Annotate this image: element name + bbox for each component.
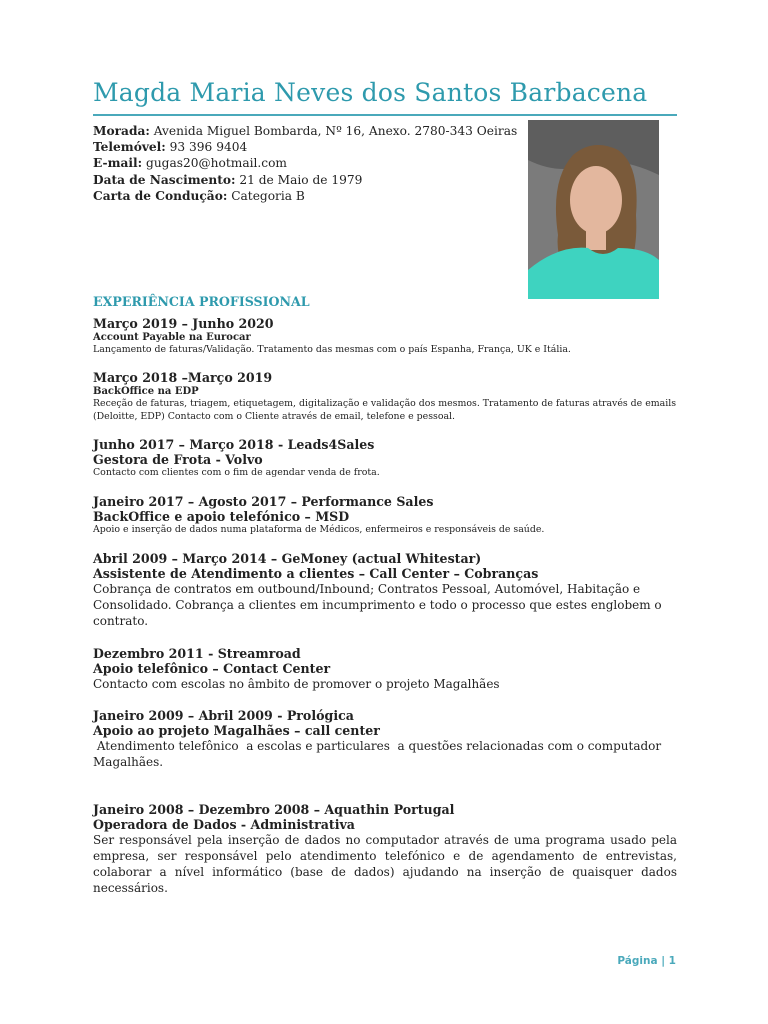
page-number: Página | 1 [617, 955, 676, 967]
experience-description: Atendimento telefônico a escolas e particulares a questões relacionadas com o computador Magalhães. [93, 739, 665, 769]
experience-period: Março 2019 – Junho 2020 [93, 316, 274, 331]
experience-role: Apoio telefônico – Contact Center [93, 661, 331, 676]
experience-description: Ser responsável pela inserção de dados no computador através de uma programa usado pela empresa, ser responsável pelo atendimento telefónico e de agendamento de entrevistas, colaborar a nível informático (base de dados) ajudando na inserção de quaisquer dados necessários. [93, 833, 677, 895]
experience-entry [93, 494, 677, 537]
experience-entry [93, 802, 677, 896]
experience-description: Contacto com clientes com o fim de agendar venda de frota. [93, 467, 380, 478]
experience-period: Janeiro 2008 – Dezembro 2008 – Aquathin Portugal [93, 802, 455, 817]
contact-email: E-mail: gugas20@hotmail.com [93, 156, 287, 171]
experience-entry [93, 437, 677, 480]
experience-description: Lançamento de faturas/Validação. Tratamento das mesmas com o país Espanha, França, UK e Itália. [93, 344, 571, 355]
experience-entry [93, 316, 677, 357]
experience-description: Contacto com escolas no âmbito de promover o projeto Magalhães [93, 677, 500, 691]
experience-entry [93, 370, 677, 423]
experience-role: Apoio ao projeto Magalhães – call center [93, 723, 380, 738]
experience-period: Janeiro 2017 – Agosto 2017 – Performance Sales [93, 494, 434, 509]
experience-description: Receção de faturas, triagem, etiquetagem, digitalização e validação dos mesmos. Tratamento de faturas através de emails (Deloitte, EDP) Contacto com o Cliente através de email, telefone e pessoal. [93, 398, 677, 422]
experience-role: Account Payable na Eurocar [93, 332, 251, 343]
profile-photo-icon [528, 120, 659, 299]
experience-period: Junho 2017 – Março 2018 - Leads4Sales [93, 437, 375, 452]
experience-period: Março 2018 –Março 2019 [93, 370, 273, 385]
experience-role: Gestora de Frota - Volvo [93, 452, 263, 467]
contact-phone: Telemóvel: 93 396 9404 [93, 140, 248, 155]
contact-address: Morada: Avenida Miguel Bombarda, Nº 16, Anexo. 2780-343 Oeiras [93, 124, 518, 138]
profile-photo [528, 120, 659, 299]
experience-role: BackOffice e apoio telefónico – MSD [93, 509, 350, 524]
experience-entry [93, 708, 677, 770]
section-title-experience: EXPERIÊNCIA PROFISSIONAL [93, 294, 310, 309]
experience-role: Operadora de Dados - Administrativa [93, 817, 355, 832]
experience-role: Assistente de Atendimento a clientes – Call Center – Cobranças [93, 566, 539, 581]
experience-entry [93, 646, 677, 692]
candidate-name: Magda Maria Neves dos Santos Barbacena [93, 78, 648, 107]
contact-birthdate: Data de Nascimento: 21 de Maio de 1979 [93, 172, 363, 187]
header-divider [93, 114, 677, 116]
experience-period: Dezembro 2011 - Streamroad [93, 646, 301, 661]
experience-role: BackOffice na EDP [93, 386, 199, 397]
contact-license: Carta de Condução: Categoria B [93, 188, 305, 203]
experience-description: Cobrança de contratos em outbound/Inbound; Contratos Pessoal, Automóvel, Habitação e Consolidado. Cobrança a clientes em incumprimento e todo o processo que estes englobem o contrato. [93, 582, 662, 628]
contact-block [93, 123, 517, 204]
experience-period: Abril 2009 – Março 2014 – GeMoney (actual Whitestar) [93, 551, 482, 566]
experience-period: Janeiro 2009 – Abril 2009 - Prológica [93, 708, 354, 723]
experience-description: Apoio e inserção de dados numa plataforma de Médicos, enfermeiros e responsáveis de saúde. [93, 524, 545, 535]
experience-entry [93, 551, 677, 629]
